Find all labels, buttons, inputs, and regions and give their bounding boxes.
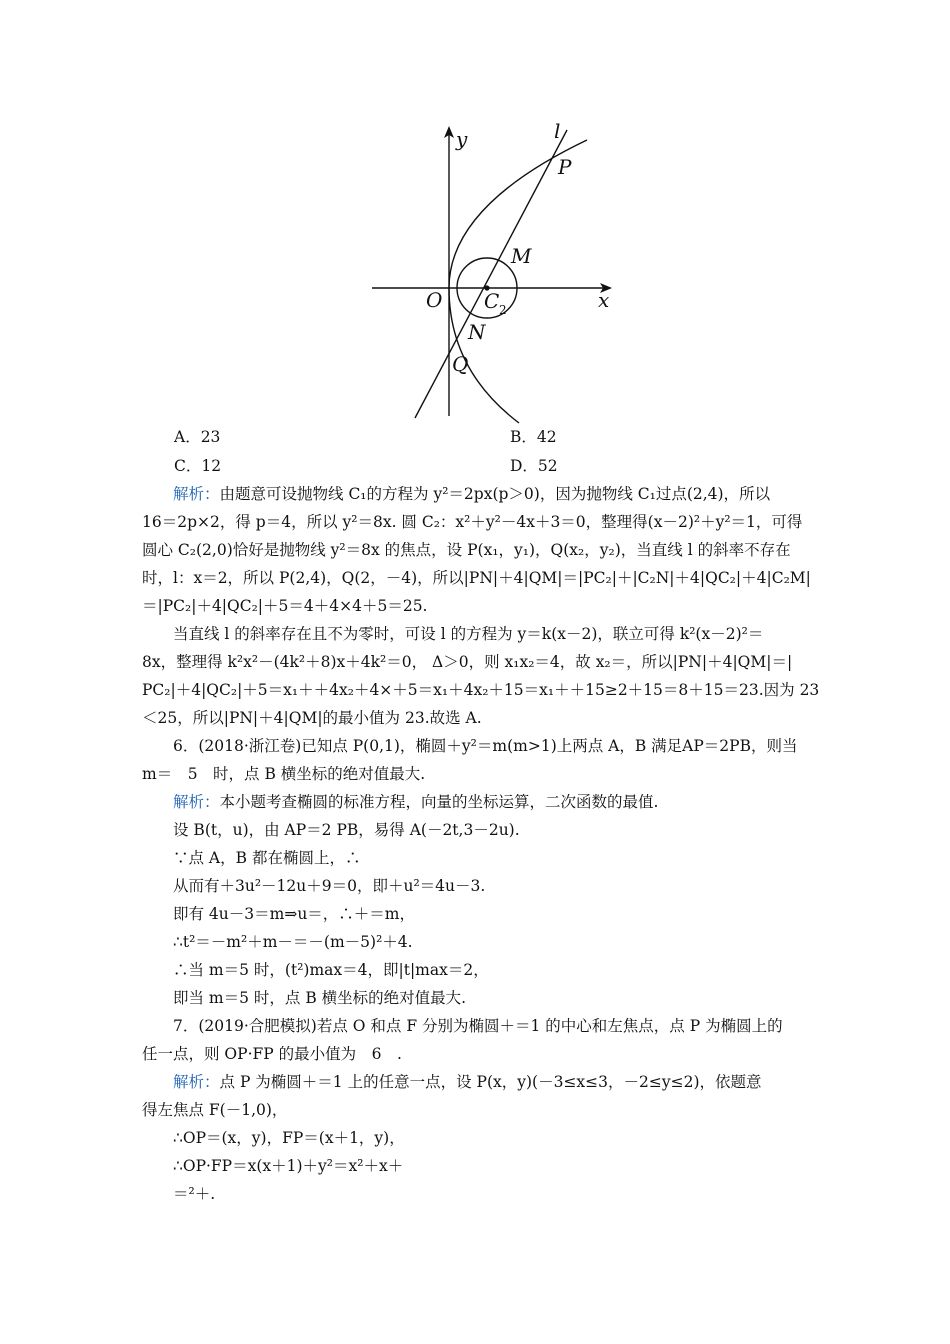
label-C: C bbox=[484, 289, 500, 313]
label-y: y bbox=[456, 127, 468, 151]
option-c: C．12 bbox=[174, 457, 222, 475]
solution5-line-7: 8x，整理得 k²x²－(4k²＋8)x＋4k²＝0， Δ＞0，则 x₁x₂＝4，故 x₂＝，所以|PN|＋4|QM|＝| bbox=[142, 653, 793, 671]
solution5-line-1: 解析：由题意可设抛物线 C₁的方程为 y²＝2px(p＞0)，因为抛物线 C₁过点(2,4)，所以 bbox=[173, 485, 771, 503]
solution6-line-1: 解析：本小题考查椭圆的标准方程，向量的坐标运算，二次函数的最值. bbox=[173, 793, 659, 811]
solution7-line-5: ＝²＋. bbox=[173, 1185, 216, 1203]
solution6-line-6: ∴t²＝－m²＋m－＝－(m－5)²＋4. bbox=[173, 933, 413, 951]
parabola-curve bbox=[449, 140, 587, 423]
solution6-line-7: ∴当 m＝5 时，(t²)max＝4，即|t|max＝2， bbox=[173, 961, 489, 979]
label-Q: Q bbox=[452, 352, 469, 376]
problem7-line-1: 7．(2019·合肥模拟)若点 O 和点 F 分别为椭圆＋＝1 的中心和左焦点，点 P 为椭圆上的 bbox=[173, 1017, 783, 1035]
solution6-label: 解析： bbox=[173, 793, 220, 811]
solution7-line-2: 得左焦点 F(－1,0)， bbox=[142, 1101, 288, 1119]
solution5-label: 解析： bbox=[173, 485, 220, 503]
solution6-line-8: 即当 m＝5 时，点 B 横坐标的绝对值最大. bbox=[173, 989, 467, 1007]
option-a: A．23 bbox=[174, 428, 221, 446]
label-P: P bbox=[558, 155, 572, 179]
solution5-line-6: 当直线 l 的斜率存在且不为零时，可设 l 的方程为 y＝k(x－2)，联立可得 k²(x－2)²＝ bbox=[173, 625, 764, 643]
figure-svg bbox=[368, 118, 620, 430]
solution7-line-4: ∴OP·FP＝x(x＋1)＋y²＝x²＋x＋ bbox=[173, 1157, 404, 1175]
solution6-line-2: 设 B(t，u)，由 AP＝2 PB，易得 A(－2t,3－2u). bbox=[173, 821, 520, 839]
solution6-line-5: 即有 4u－3＝m⇒u＝，∴＋＝m， bbox=[173, 905, 415, 923]
parabola-circle-figure bbox=[368, 118, 620, 430]
label-x: x bbox=[598, 288, 610, 312]
option-b: B．42 bbox=[510, 428, 557, 446]
label-M: M bbox=[511, 244, 532, 268]
solution7-label: 解析： bbox=[173, 1073, 220, 1091]
solution5-line-3: 圆心 C₂(2,0)恰好是抛物线 y²＝8x 的焦点，设 P(x₁，y₁)，Q(x₂，y₂)，当直线 l 的斜率不存在 bbox=[142, 541, 791, 559]
solution7-line-3: ∴OP＝(x，y)，FP＝(x＋1，y)， bbox=[173, 1129, 405, 1147]
solution5-line-5: ＝|PC₂|＋4|QC₂|＋5＝4＋4×4＋5＝25. bbox=[142, 597, 428, 615]
solution5-line-8: PC₂|＋4|QC₂|＋5＝x₁＋＋4x₂＋4×＋5＝x₁＋4x₂＋15＝x₁＋＋15≥2＋15＝8＋15＝23.因为 23 bbox=[142, 681, 820, 699]
solution7-line-1: 解析：点 P 为椭圆＋＝1 上的任意一点，设 P(x，y)(－3≤x≤3，－2≤y≤2)，依题意 bbox=[173, 1073, 762, 1091]
label-N: N bbox=[468, 320, 486, 344]
problem7-line-2: 任一点，则 OP·FP 的最小值为 6 . bbox=[142, 1045, 402, 1063]
line-l bbox=[415, 130, 567, 418]
problem6-line-1: 6．(2018·浙江卷)已知点 P(0,1)，椭圆＋y²＝m(m>1)上两点 A，B 满足AP＝2PB，则当 bbox=[173, 737, 798, 755]
solution5-line-2: 16＝2p×2，得 p＝4，所以 y²＝8x. 圆 C₂：x²＋y²－4x＋3＝0，整理得(x－2)²＋y²＝1，可得 bbox=[142, 513, 803, 531]
solution6-line-3: ∵点 A，B 都在椭圆上，∴ bbox=[173, 849, 361, 867]
solution5-line-9: ＜25，所以|PN|＋4|QM|的最小值为 23.故选 A. bbox=[142, 709, 482, 727]
solution6-line-4: 从而有＋3u²－12u＋9＝0，即＋u²＝4u－3. bbox=[173, 877, 486, 895]
label-C-subscript: 2 bbox=[499, 303, 507, 317]
option-d: D．52 bbox=[510, 457, 558, 475]
solution5-line-4: 时，l：x＝2，所以 P(2,4)，Q(2，－4)，所以|PN|＋4|QM|＝|PC₂|＋|C₂N|＋4|QC₂|＋4|C₂M| bbox=[142, 569, 811, 587]
label-l: l bbox=[554, 119, 561, 143]
label-O: O bbox=[426, 288, 443, 312]
problem6-line-2: m＝ 5 时，点 B 横坐标的绝对值最大. bbox=[142, 765, 426, 783]
